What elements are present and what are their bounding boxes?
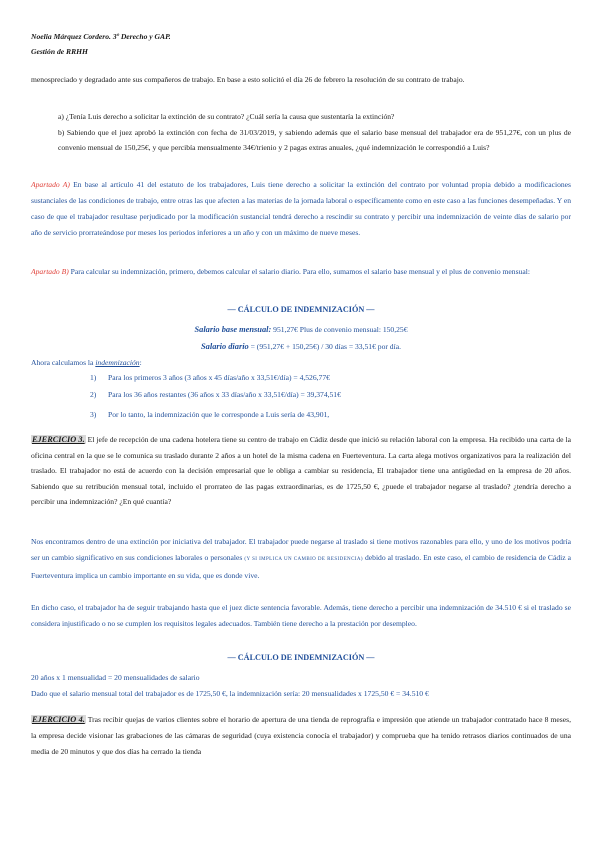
answer-b-text: Para calcular su indemnización, primero, debemos calcular el salario diario. Para ello, sumamos el salario base mensual y el plus de convenio mensual: [68, 267, 530, 276]
step-2-text: Para los 36 años restantes (36 años x 33 días/año x 33,51€/día) = 39,374,51€ [108, 390, 341, 399]
step-1-text: Para los primeros 3 años (3 años x 45 días/año x 33,51€/día) = 4,526,77€ [108, 373, 330, 382]
subject-line: Gestión de RRHH [31, 47, 88, 56]
ejercicio4-statement [31, 712, 571, 760]
question-a: a) ¿Tenía Luis derecho a solicitar la extinción de su contrato? ¿Cuál sería la causa que sustentaría la extinción? [58, 112, 395, 121]
step-2-num: 2) [90, 390, 97, 399]
author-line: Noelia Márquez Cordero. 3º Derecho y GAP. [31, 32, 171, 41]
salario-diario-line [31, 339, 571, 354]
ahora-link: indemnización [95, 358, 140, 367]
ejercicio4-text: Tras recibir quejas de varios clientes sobre el horario de apertura de una tienda de reprografía e impresión que atiende un trabajador contratado hace 8 meses, la empresa decide visionar las grabaciones de las cámaras de seguridad (cuya existencia conocía el trabajador) y comprueba que ha tenido retrasos diarios continuados de una media de 20 minutos y que dos días ha cerrado la tienda [31, 715, 571, 756]
calc-heading-1: — CÁLCULO DE INDEMNIZACIÓN — [227, 305, 375, 314]
ejercicio4-title: EJERCICIO 4. [32, 715, 85, 724]
ejercicio3-statement [31, 432, 571, 510]
ahora-line [31, 355, 571, 370]
salario-base-line [31, 322, 571, 337]
ejercicio3-answer-2: En dicho caso, el trabajador ha de seguir trabajando hasta que el juez dicte sentencia favorable. Además, tiene derecho a percibir una indemnización de 34.510 € si el traslado se considera injustificado o no se cumplen los requisitos legales adecuados. También tiene derecho a la prestación por desempleo. [31, 603, 571, 628]
ahora-suffix: : [139, 358, 142, 367]
ejercicio3-title: EJERCICIO 3. [32, 435, 85, 444]
step-3 [90, 410, 329, 419]
salario-base-value: 951,27€ Plus de convenio mensual: 150,25€ [271, 325, 408, 334]
ahora-prefix: Ahora calculamos la [31, 358, 96, 367]
ejercicio3-text: El jefe de recepción de una cadena hotelera tiene su centro de trabajo en Cádiz desde que inició su relación laboral con la empresa. Ha recibido una carta de la oficina central en la que se le comunica su traslado durante 2 años a un hotel de la misma cadena en Fuerteventura. La carta alega motivos organizativos para la realización del traslado. El trabajador no está de acuerdo con la decisión empresarial que le obliga a cambiar su residencia, El trabajador tiene una antigüedad en la empresa de 20 años. Sabiendo que su retribución mensual total, incluido el prorrateo de las pagas extraordinarias, es de 1725,50 €, ¿puede el trabajador negarse al traslado? ¿tendría derecho a percibir una indemnización? ¿En qué cuantía? [31, 435, 571, 507]
step-2 [90, 390, 341, 399]
answer-b-label: Apartado B) [31, 267, 69, 276]
step-3-text: Por lo tanto, la indemnización que le corresponde a Luis sería de 43,901, [108, 410, 330, 419]
question-b: b) Sabiendo que el juez aprobó la extinción con fecha de 31/03/2019, y sabiendo además que el salario base mensual del trabajador era de 951,27€, con un plus de convenio mensual de 150,25€, y que percibía mensualmente 34€/trienio y 2 pagas extras anuales, ¿qué indemnización le correspondió a Luis? [58, 128, 571, 153]
answer-a-label: Apartado A) [31, 180, 70, 189]
calc-line-2: Dado que el salario mensual total del trabajador es de 1725,50 €, la indemnización sería: 20 mensualidades x 1725,50 € = 34.510 € [31, 689, 429, 698]
answer-3-small-note: (Y SI IMPLICA UN CAMBIO DE RESIDENCIA) [244, 557, 363, 562]
answer-a-text: En base al artículo 41 del estatuto de los trabajadores, Luis tiene derecho a solicitar la extinción del contrato por voluntad propia debido a modificaciones sustanciales de las condiciones de trabajo, entre otras las que afecten a las materias de la jornada laboral o específicamente como en este caso a las funciones desempeñadas. Y en caso de que el trabajador resultase perjudicado por la modificación sustancial tendrá derecho a rescindir su contrato y percibir una indemnización de veinte días de salario por año de servicio prorrateándose por meses los periodos inferiores a un año y con un máximo de nueve meses. [31, 180, 571, 237]
intro-paragraph: menospreciado y degradado ante sus compañeros de trabajo. En base a esto solicitó el día 26 de febrero la resolución de su contrato de trabajo. [31, 75, 465, 84]
step-3-num: 3) [90, 410, 97, 419]
step-1-num: 1) [90, 373, 97, 382]
ejercicio3-answer-1 [31, 534, 571, 584]
step-1 [90, 373, 330, 382]
calc-line-1: 20 años x 1 mensualidad = 20 mensualidades de salario [31, 673, 200, 682]
answer-3-text-a: Nos encontramos dentro de una extinción por iniciativa del trabajador. El trabajador puede negarse al traslado si tiene motivos razonables para ello, y uno de los motivos podría ser un cambio significativo en sus condiciones laborales o personales [31, 537, 571, 562]
salario-diario-value: = (951,27€ + 150,25€) / 30 días = 33,51€ por día. [248, 342, 401, 351]
salario-base-label: Salario base mensual: [194, 325, 272, 334]
answer-a-paragraph [31, 177, 571, 241]
answer-3-text-b: debido al traslado. En este caso, el cambio de residencia de Cádiz a Fuerteventura implica un cambio importante en su vida, que es donde vive. [31, 553, 571, 580]
answer-b-paragraph [31, 264, 571, 280]
salario-diario-label: Salario diario [201, 342, 249, 351]
calc-heading-2: — CÁLCULO DE INDEMNIZACIÓN — [227, 653, 375, 662]
